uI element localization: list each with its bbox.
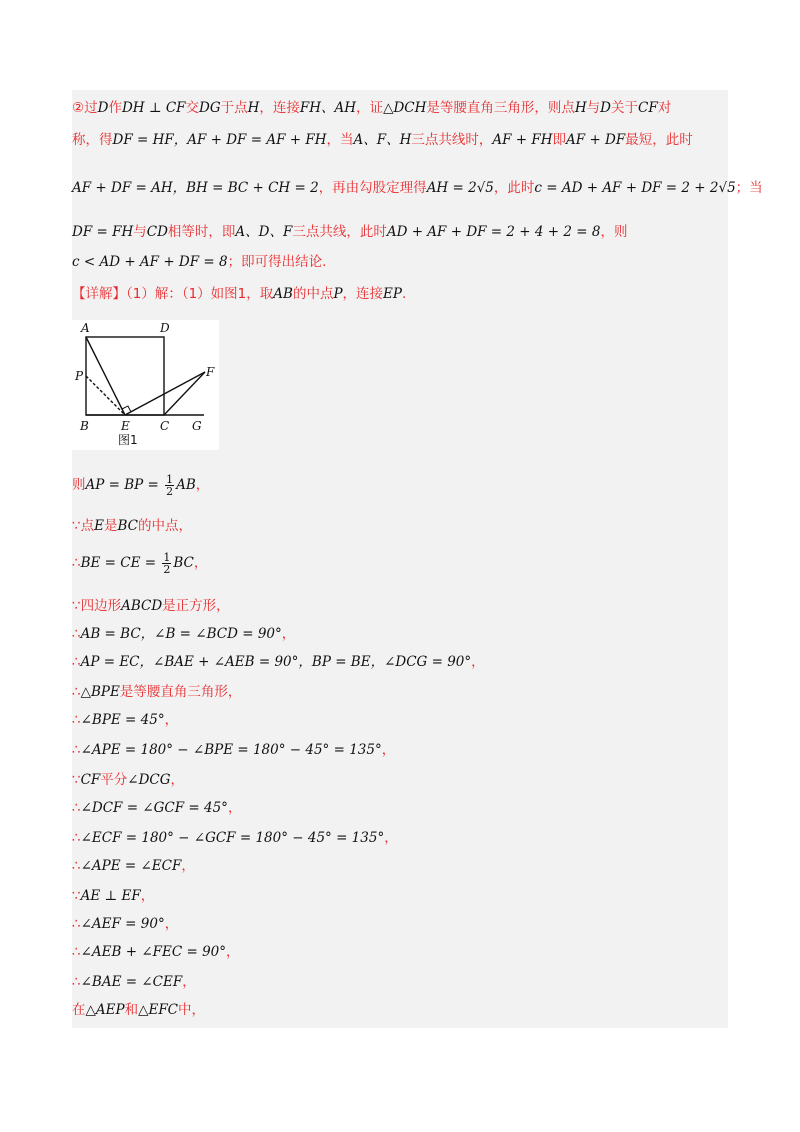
numerator: 1 bbox=[166, 473, 174, 486]
math: DH ⊥ CF bbox=[121, 100, 186, 116]
text: ，此时 bbox=[493, 180, 535, 196]
math: ∠ECF = 180° − ∠GCF = 180° − 45° = 135° bbox=[80, 830, 385, 846]
proof-line-16 bbox=[72, 942, 728, 962]
text: ；即可得出结论. bbox=[227, 254, 327, 270]
text: ， bbox=[227, 800, 242, 816]
text: ， bbox=[195, 477, 210, 493]
math: FH、AH bbox=[299, 100, 357, 116]
proof-line-7 bbox=[72, 682, 728, 702]
denominator: 2 bbox=[163, 563, 171, 576]
proof-line-12 bbox=[72, 828, 728, 848]
text: ，证 bbox=[356, 100, 384, 116]
math: ∠DCF = ∠GCF = 45° bbox=[80, 800, 228, 816]
math: AB bbox=[176, 477, 196, 493]
text: ∵ bbox=[72, 888, 81, 904]
text: 交 bbox=[185, 100, 200, 116]
document-page bbox=[72, 90, 763, 1028]
text: 平分 bbox=[100, 772, 128, 788]
proof-line-6 bbox=[72, 652, 728, 672]
math: CD bbox=[146, 224, 168, 240]
text: 和 bbox=[124, 1002, 139, 1018]
math: AP = BP = bbox=[85, 477, 164, 493]
text: 在 bbox=[72, 1002, 86, 1018]
label-b: B bbox=[80, 419, 89, 433]
fraction bbox=[162, 552, 171, 575]
text: ，当 bbox=[326, 132, 354, 148]
math: CF bbox=[638, 100, 658, 116]
math: ∠APE = ∠ECF bbox=[80, 858, 182, 874]
segment-ef bbox=[125, 372, 205, 415]
label-g: G bbox=[192, 419, 202, 433]
label-d: D bbox=[160, 321, 170, 335]
math: c < AD + AF + DF = 8 bbox=[72, 254, 228, 270]
hint-line-3 bbox=[72, 178, 763, 198]
segment-cf bbox=[164, 372, 205, 415]
math: AH = 2√5 bbox=[426, 180, 494, 196]
square-abcd bbox=[86, 337, 164, 415]
math: AE ⊥ EF bbox=[80, 888, 141, 904]
text: ， bbox=[226, 944, 240, 960]
text: ， bbox=[471, 654, 485, 670]
text: ，则 bbox=[600, 224, 628, 240]
text: ∴ bbox=[72, 626, 81, 642]
math: DF = FH bbox=[72, 224, 134, 240]
proof-line-3 bbox=[72, 552, 728, 575]
denominator: 2 bbox=[166, 485, 174, 498]
text: ∴ bbox=[72, 555, 81, 571]
text: . bbox=[402, 286, 407, 302]
math: EP bbox=[383, 286, 402, 302]
text: ∴ bbox=[72, 712, 81, 728]
text: 于点 bbox=[220, 100, 248, 116]
math: D bbox=[600, 100, 611, 116]
text: ②过 bbox=[72, 100, 98, 116]
math: c = AD + AF + DF = 2 + 2√5 bbox=[534, 180, 736, 196]
math: △DCH bbox=[383, 100, 427, 116]
text: 作 bbox=[108, 100, 122, 116]
math: AB = BC，∠B = ∠BCD = 90° bbox=[80, 626, 282, 642]
math: A、F、H bbox=[353, 132, 412, 148]
segment-pe-dashed bbox=[86, 376, 125, 415]
math: AF + DF bbox=[566, 132, 626, 148]
text: 与 bbox=[133, 224, 147, 240]
math: DF = HF，AF + DF = AF + FH bbox=[112, 132, 327, 148]
text: 是 bbox=[103, 518, 118, 534]
text: ；当 bbox=[735, 180, 763, 196]
fraction bbox=[165, 474, 174, 497]
text: 则 bbox=[72, 477, 86, 493]
hint-line-2 bbox=[72, 130, 728, 150]
text: ∴ bbox=[72, 974, 81, 990]
text: 三点共线，此时 bbox=[292, 224, 387, 240]
math: P bbox=[333, 286, 343, 302]
segment-ae bbox=[86, 337, 125, 415]
text: ，连接 bbox=[259, 100, 300, 116]
text: ，连接 bbox=[342, 286, 384, 302]
geometry-diagram bbox=[72, 320, 219, 450]
text: （1）解：（1）如图1，取 bbox=[126, 286, 274, 302]
proof-line-4 bbox=[72, 596, 728, 616]
text: ， bbox=[193, 555, 208, 571]
label-a: A bbox=[81, 321, 90, 335]
proof-line-11 bbox=[72, 798, 728, 818]
proof-line-8 bbox=[72, 710, 728, 730]
math: AF + FH bbox=[492, 132, 553, 148]
text: ， bbox=[381, 742, 396, 758]
proof-line-14 bbox=[72, 886, 728, 906]
text: 称，得 bbox=[72, 132, 113, 148]
text: 三点共线时， bbox=[411, 132, 493, 148]
math: DG bbox=[199, 100, 221, 116]
math: AB bbox=[273, 286, 293, 302]
proof-line-10 bbox=[72, 770, 728, 790]
hint-line-1 bbox=[72, 98, 728, 118]
text: ∴ bbox=[72, 858, 81, 874]
math: ABCD bbox=[121, 598, 163, 614]
text: ∴ bbox=[72, 684, 81, 700]
text: 中， bbox=[178, 1002, 206, 1018]
text: 即 bbox=[552, 132, 567, 148]
detail-tag: 【详解】 bbox=[72, 286, 126, 302]
proof-line-18 bbox=[72, 1000, 728, 1020]
text: ∴ bbox=[72, 742, 81, 758]
label-f: F bbox=[206, 365, 215, 379]
text: ∴ bbox=[72, 944, 81, 960]
proof-line-13 bbox=[72, 856, 728, 876]
math: BC bbox=[173, 555, 194, 571]
math: ∠AEF = 90° bbox=[80, 916, 165, 932]
text: ∴ bbox=[72, 800, 81, 816]
text: ∵四边形 bbox=[72, 598, 122, 614]
text: ∴ bbox=[72, 830, 81, 846]
math: ∠AEB + ∠FEC = 90° bbox=[80, 944, 227, 960]
math: E bbox=[94, 518, 104, 534]
math: ∠APE = 180° − ∠BPE = 180° − 45° = 135° bbox=[80, 742, 382, 758]
label-e: E bbox=[121, 419, 130, 433]
text: 的中点 bbox=[292, 286, 334, 302]
text: ， bbox=[140, 888, 155, 904]
text: 是正方形， bbox=[162, 598, 230, 614]
label-c: C bbox=[160, 419, 170, 433]
math: ∠BAE = ∠CEF bbox=[80, 974, 183, 990]
text: ， bbox=[164, 916, 179, 932]
text: ∴ bbox=[72, 916, 81, 932]
math: A、D、F bbox=[235, 224, 293, 240]
proof-line-1 bbox=[72, 474, 728, 497]
detail-header bbox=[72, 284, 728, 304]
math: H bbox=[574, 100, 587, 116]
text: 的中点， bbox=[137, 518, 192, 534]
text: 是等腰直角三角形， bbox=[119, 684, 242, 700]
math: BC bbox=[117, 518, 138, 534]
math: ∠BPE = 45° bbox=[80, 712, 165, 728]
text: ， bbox=[281, 626, 296, 642]
text: 是等腰直角三角形，则点 bbox=[426, 100, 575, 116]
text: 相等时，即 bbox=[167, 224, 236, 240]
text: 最短，此时 bbox=[625, 132, 693, 148]
hint-line-5 bbox=[72, 252, 728, 272]
text: 关于 bbox=[611, 100, 638, 116]
text: ，再由勾股定理得 bbox=[318, 180, 427, 196]
numerator: 1 bbox=[163, 551, 171, 564]
text: ∴ bbox=[72, 654, 81, 670]
math: △BPE bbox=[80, 684, 120, 700]
proof-line-17 bbox=[72, 972, 728, 992]
math: AF + DF = AH，BH = BC + CH = 2 bbox=[72, 180, 319, 196]
math: △EFC bbox=[138, 1002, 179, 1018]
proof-line-9 bbox=[72, 740, 728, 760]
math: D bbox=[97, 100, 109, 116]
math: AD + AF + DF = 2 + 4 + 2 = 8 bbox=[386, 224, 601, 240]
text: ， bbox=[170, 772, 185, 788]
figure-caption: 图1 bbox=[118, 433, 138, 447]
text: ， bbox=[181, 858, 195, 874]
text: 对 bbox=[657, 100, 672, 116]
text: ∵点 bbox=[72, 518, 95, 534]
proof-line-2 bbox=[72, 516, 728, 536]
hint-line-4 bbox=[72, 222, 728, 242]
text: ， bbox=[384, 830, 398, 846]
math: AP = EC，∠BAE + ∠AEB = 90°，BP = BE，∠DCG = 90° bbox=[80, 654, 472, 670]
math: CF bbox=[80, 772, 101, 788]
text: ， bbox=[164, 712, 179, 728]
math: H bbox=[247, 100, 260, 116]
math: BE = CE = bbox=[80, 555, 161, 571]
proof-line-15 bbox=[72, 914, 728, 934]
proof-line-5 bbox=[72, 624, 728, 644]
math: ∠DCG bbox=[127, 772, 171, 788]
figure-1 bbox=[72, 320, 219, 450]
text: ， bbox=[182, 974, 196, 990]
text: 与 bbox=[586, 100, 601, 116]
math: △AEP bbox=[85, 1002, 125, 1018]
label-p: P bbox=[75, 369, 84, 383]
text: ∵ bbox=[72, 772, 81, 788]
